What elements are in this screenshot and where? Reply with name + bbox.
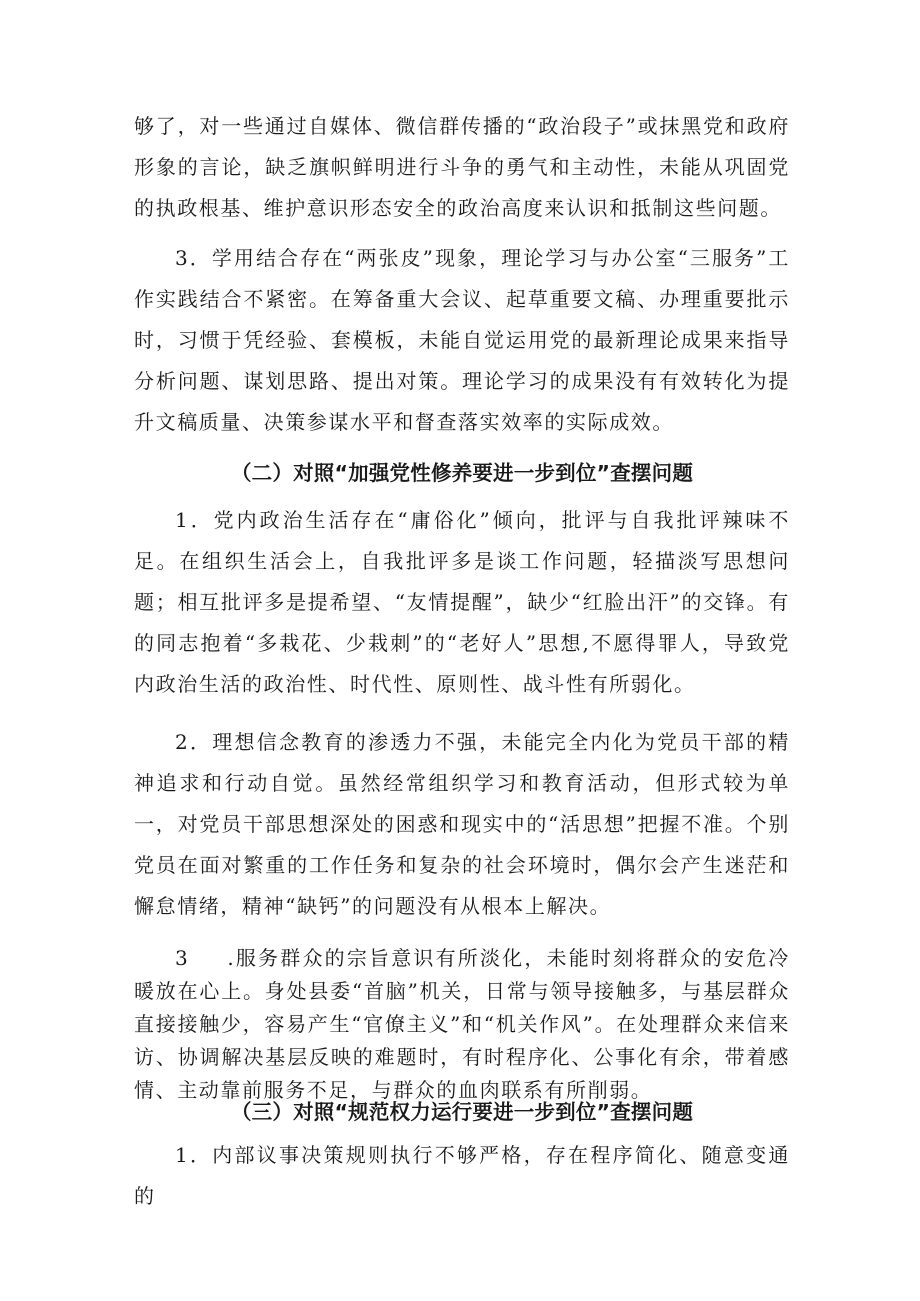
paragraph-item-1-political-life: 1．党内政治生活存在“庸俗化”倾向，批评与自我批评辣味不足。在组织生活会上，自我批评多是谈工作问题，轻描淡写思想问题；相互批评多是提希望、“友情提醒”，缺少“红脸出汗”的交锋。有的同志抱着“多栽花、少栽刺”的“老好人”思想,不愿得罪人，导致党内政治生活的政治性、时代性、原则性、战斗性有所弱化。 [134,508,790,696]
item-number: 3 [175,946,190,970]
paragraph-continuation: 够了，对一些通过自媒体、微信群传播的“政治段子”或抹黑党和政府形象的言论，缺乏旗帜鲜明进行斗争的勇气和主动性，未能从巩固党的执政根基、维护意识形态安全的政治高度来认识和抵制这些问题。 [134,114,790,220]
item-text: .服务群众的宗旨意识有所淡化，未能时刻将群众的安危冷暖放在心上。身处县委“首脑”机关，日常与领导接触多，与基层群众直接接触少，容易产生“官僚主义”和“机关作风”。在处理群众来信来访、协调解决基层反映的难题时，有时程序化、公事化有余，带着感情、主动靠前服务不足，与群众的血肉联系有所削弱。 [134,946,790,1102]
paragraph-item-3-serving-masses [134,942,790,1107]
paragraph-item-2-ideals-education: 2．理想信念教育的渗透力不强，未能完全内化为党员干部的精神追求和行动自觉。虽然经常组织学习和教育活动，但形式较为单一，对党员干部思想深处的困惑和现实中的“活思想”把握不准。个别党员在面对繁重的工作任务和复杂的社会环境时，偶尔会产生迷茫和懈怠情绪，精神“缺钙”的问题没有从根本上解决。 [134,730,790,918]
paragraph-item-1-decision-rules: 1．内部议事决策规则执行不够严格，存在程序简化、随意变通的 [134,1143,790,1208]
paragraph-item-3-study-application: 3．学用结合存在“两张皮”现象，理论学习与办公室“三服务”工作实践结合不紧密。在筹备重大会议、起草重要文稿、办理重要批示时，习惯于凭经验、套模板，未能自觉运用党的最新理论成果来指导分析问题、谋划思路、提出对策。理论学习的成果没有有效转化为提升文稿质量、决策参谋水平和督查落实效率的实际成效。 [134,246,790,434]
section-heading-2: （二）对照“加强党性修养要进一步到位”查摆问题 [230,461,694,485]
section-heading-3: （三）对照“规范权力运行要进一步到位”查摆问题 [230,1100,694,1124]
